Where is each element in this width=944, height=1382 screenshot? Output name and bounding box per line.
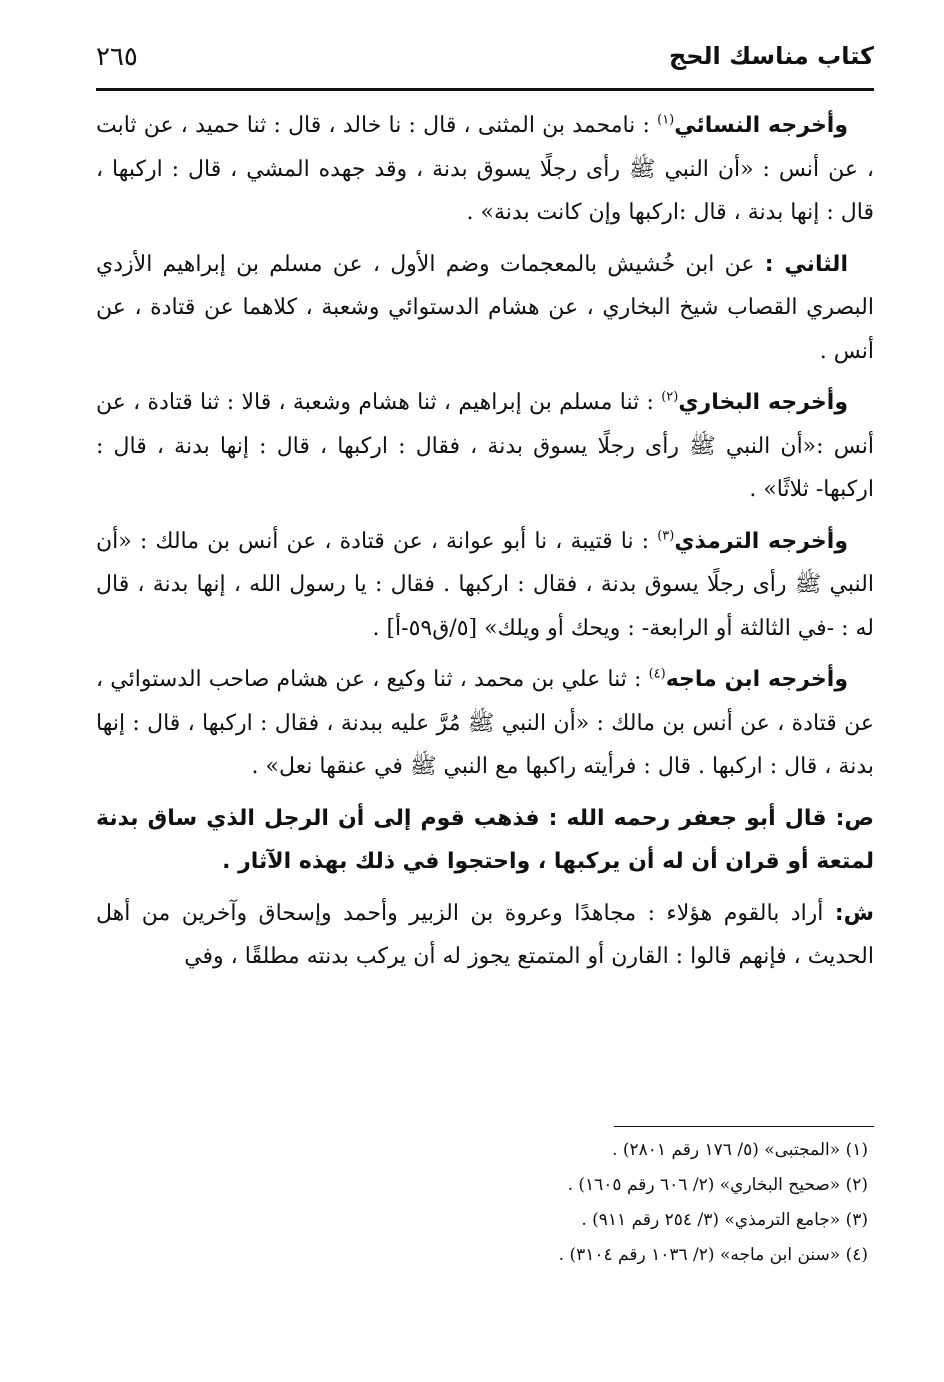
paragraph-second: [96, 243, 874, 374]
statement-lead: ص:: [835, 805, 874, 831]
paragraph-text: : ثنا علي بن محمد ، ثنا وكيع ، عن هشام صاحب الدستوائي ، عن قتادة ، عن أنس بن مالك : «أن النبي ﷺ مُرَّ عليه ببدنة ، فقال : اركبها ، قال : إنها بدنة ، قال : اركبها . قال : فرأيته راكبها مع النبي ﷺ في عنقها نعل» .: [96, 667, 874, 779]
statement-paragraph: [96, 797, 874, 884]
footnote-ref: (٣): [657, 528, 675, 544]
paragraph-lead: وأخرجه النسائي: [674, 113, 849, 138]
paragraph-bukhari: [96, 381, 874, 512]
paragraph-text: : نا قتيبة ، نا أبو عوانة ، عن قتادة ، عن أنس بن مالك : «أن النبي ﷺ رأى رجلًا يسوق بدنة ، فقال : اركبها . فقال : يا رسول الله ، إنها بدنة ، قال له : -في الثالثة أو الرابعة- : ويحك أو ويلك» [٥/ق٥٩-أ] .: [96, 528, 874, 641]
footnotes-section: [96, 1126, 874, 1273]
footnote-item: (٤) «سنن ابن ماجه» (٢/ ١٠٣٦ رقم ٣١٠٤) .: [558, 1245, 868, 1265]
paragraph-tirmidhi: [96, 520, 874, 651]
commentary-paragraph: [96, 892, 874, 979]
paragraph-text: : ثنا مسلم بن إبراهيم ، ثنا هشام وشعبة ، قالا : ثنا قتادة ، عن أنس :«أن النبي ﷺ رأى رجلًا يسوق بدنة ، فقال : اركبها ، قال : إنها بدنة ، قال : اركبها- ثلاثًا» .: [96, 390, 874, 502]
paragraph-nasai: [96, 104, 874, 235]
footnote-item: (٢) «صحيح البخاري» (٢/ ٦٠٦ رقم ١٦٠٥) .: [567, 1175, 868, 1195]
main-text: [96, 104, 874, 987]
running-title: كتاب مناسك الحج: [668, 42, 874, 70]
footnote-ref: (١): [657, 112, 675, 128]
paragraph-ibn-majah: [96, 658, 874, 789]
footnote-ref: (٤): [648, 666, 666, 682]
paragraph-text: عن ابن خُشيش بالمعجمات وضم الأول ، عن مسلم بن إبراهيم الأزدي البصري القصاب شيخ البخاري ، عن هشام الدستوائي وشعبة ، كلاهما عن قتادة ، عن أنس .: [96, 251, 874, 364]
paragraph-lead: وأخرجه البخاري: [678, 390, 848, 415]
commentary-text: أراد بالقوم هؤلاء : مجاهدًا وعروة بن الزبير وأحمد وإسحاق وآخرين من أهل الحديث ، فإنهم قالوا : القارن أو المتمتع يجوز له أن يركب بدنته مطلقًا ، وفي: [96, 900, 874, 969]
paragraph-lead: الثاني :: [764, 251, 848, 277]
paragraph-text: : نامحمد بن المثنى ، قال : نا خالد ، قال : ثنا حميد ، عن ثابت ، عن أنس : «أن النبي ﷺ رأى رجلًا يسوق بدنة ، وقد جهده المشي ، قال : اركبها ، قال : إنها بدنة ، قال :اركبها وإن كانت بدنة» .: [96, 113, 874, 225]
statement-text: قال أبو جعفر رحمه الله : فذهب قوم إلى أن الرجل الذي ساق بدنة لمتعة أو قران أن له أن يركبها ، واحتجوا في ذلك بهذه الآثار .: [96, 805, 874, 874]
footnote-ref: (٢): [661, 389, 679, 405]
page-header: [96, 34, 874, 91]
page-number: ٢٦٥: [96, 42, 138, 72]
footnote-item: (٣) «جامع الترمذي» (٣/ ٢٥٤ رقم ٩١١) .: [581, 1210, 868, 1230]
commentary-lead: ش:: [834, 900, 874, 926]
footnote-item: (١) «المجتبى» (٥/ ١٧٦ رقم ٢٨٠١) .: [612, 1140, 868, 1160]
paragraph-lead: وأخرجه ابن ماجه: [665, 667, 849, 692]
footnote-divider: [614, 1126, 874, 1127]
paragraph-lead: وأخرجه الترمذي: [674, 528, 848, 554]
